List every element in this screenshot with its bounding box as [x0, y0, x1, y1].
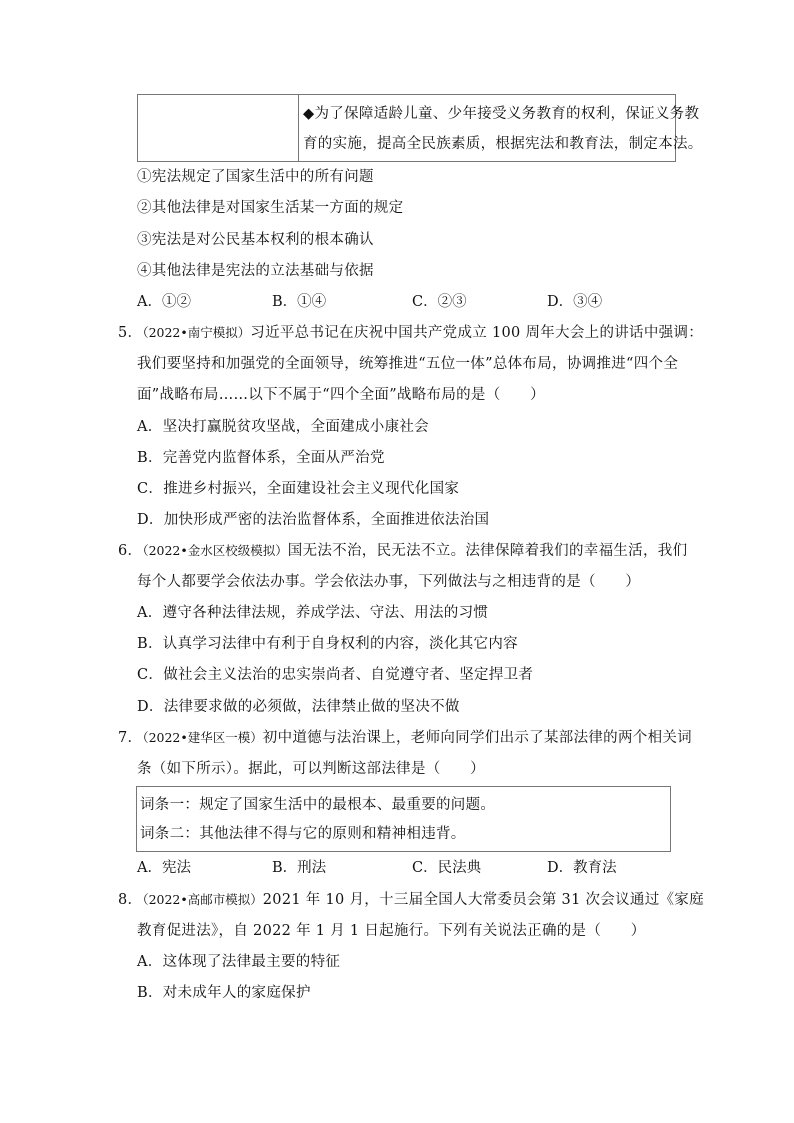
q7-option-b: B．刑法 — [272, 860, 327, 876]
q6-source: （2022•金水区校级模拟） — [142, 543, 288, 558]
q5-stem-line-3: 面”战略布局……以下不属于“四个全面”战略布局的是（ ） — [137, 387, 545, 403]
q8-stem-line-1 — [118, 890, 704, 910]
q6-number: 6． — [118, 543, 143, 559]
q5-option-b: B．完善党内监督体系，全面从严治党 — [137, 450, 385, 466]
q8-number: 8． — [118, 892, 143, 908]
table-divider — [298, 95, 299, 161]
q7-option-c: C．民法典 — [412, 860, 482, 876]
q5-stem-line-2: 我们要坚持和加强党的全面领导，统筹推进“五位一体”总体布局，协调推进“四个全 — [137, 356, 679, 372]
q6-option-a: A．遵守各种法律法规，养成学法、守法、用法的习惯 — [137, 605, 489, 621]
q5-option-d: D．加快形成严密的法治监督体系，全面推进依法治国 — [137, 512, 490, 528]
q8-option-b: B．对未成年人的家庭保护 — [137, 985, 311, 1001]
q4-option-a: A．①② — [137, 294, 191, 310]
q6-stem-line-2: 每个人都要学会依法办事。学会依法办事，下列做法与之相违背的是（ ） — [137, 574, 641, 590]
q7-box-line-1: 词条一：规定了国家生活中的最根本、最重要的问题。 — [140, 797, 496, 813]
q5-option-a: A．坚决打赢脱贫攻坚战，全面建成小康社会 — [137, 419, 429, 435]
q4-item-2: ②其他法律是对国家生活某一方面的规定 — [137, 200, 404, 216]
q5-number: 5． — [118, 325, 143, 341]
table-text-line-1: ◆为了保障适龄儿童、少年接受义务教育的权利，保证义务教 — [303, 106, 700, 122]
q7-number: 7． — [118, 730, 143, 746]
q5-source: （2022•南宁模拟） — [142, 325, 251, 340]
q8-source: （2022•高邮市模拟） — [142, 892, 263, 907]
q8-stem-line-2: 教育促进法》，自 2022 年 1 月 1 日起施行。下列有关说法正确的是（ ） — [137, 923, 646, 939]
q7-source: （2022•建华区一模） — [142, 730, 263, 745]
q4-option-d: D．③④ — [547, 294, 603, 310]
q7-option-a: A．宪法 — [137, 860, 191, 876]
q7-stem-line-2: 条（如下所示）。据此，可以判断这部法律是（ ） — [137, 761, 485, 777]
q7-stem-line-1 — [118, 728, 692, 748]
q7-box-line-2: 词条二：其他法律不得与它的原则和精神相违背。 — [140, 826, 466, 842]
q4-item-1: ①宪法规定了国家生活中的所有问题 — [137, 169, 374, 185]
q4-option-b: B．①④ — [272, 294, 327, 310]
q5-stem-text-1: 习近平总书记在庆祝中国共产党成立 100 周年大会上的讲话中强调： — [250, 325, 704, 341]
q7-stem-text-1: 初中道德与法治课上，老师向同学们出示了某部法律的两个相关词 — [262, 730, 692, 746]
q6-option-c: C．做社会主义法治的忠实崇尚者、自觉遵守者、坚定捍卫者 — [137, 667, 534, 683]
q4-item-3: ③宪法是对公民基本权利的根本确认 — [137, 232, 374, 248]
q6-stem-line-1 — [118, 541, 687, 561]
table-text-line-2: 育的实施，提高全民族素质，根据宪法和教育法，制定本法。 — [303, 136, 703, 152]
q6-option-d: D．法律要求做的必须做，法律禁止做的坚决不做 — [137, 699, 460, 715]
q4-item-4: ④其他法律是宪法的立法基础与依据 — [137, 263, 374, 279]
q6-option-b: B．认真学习法律中有利于自身权利的内容，淡化其它内容 — [137, 636, 518, 652]
q8-option-a: A．这体现了法律最主要的特征 — [137, 954, 341, 970]
q5-stem-line-1 — [118, 323, 703, 343]
q4-option-c: C．②③ — [412, 294, 467, 310]
q6-stem-text-1: 国无法不治，民无法不立。法律保障着我们的幸福生活，我们 — [287, 543, 688, 559]
q7-option-d: D．教育法 — [547, 860, 617, 876]
q8-stem-text-1: 2021 年 10 月，十三届全国人大常委员会第 31 次会议通过《家庭 — [262, 892, 704, 908]
q5-option-c: C．推进乡村振兴，全面建设社会主义现代化国家 — [137, 481, 460, 497]
